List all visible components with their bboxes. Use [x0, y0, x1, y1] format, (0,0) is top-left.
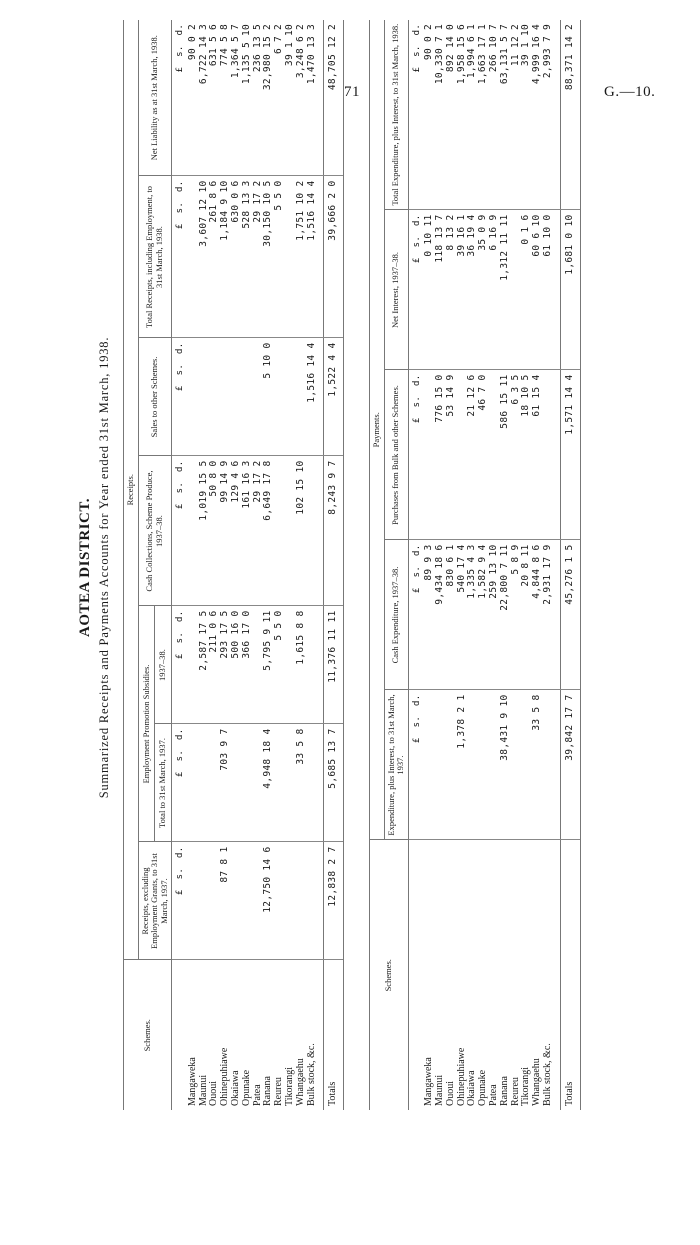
currency-unit: s. [411, 565, 422, 578]
receipts-total-emp-total-cell: 5,685 13 7 [324, 724, 344, 842]
payments-cash-exp-cell: 540 17 4 [457, 540, 468, 690]
receipts-sales-cell [199, 338, 210, 456]
total-expenditure-header: Total Expenditure, plus Interest, to 31st March, 1938. [384, 20, 408, 210]
receipts-total-cell: 30,150 10 5 [263, 176, 274, 338]
receipts-receipts-excl-cell [199, 842, 210, 960]
page-reference: G.—10. [604, 84, 656, 100]
receipts-emp-1937-38-cell: 1,615 8 8 [296, 606, 307, 724]
currency-unit: s. [175, 363, 185, 376]
currency-unit: s. [175, 867, 185, 880]
payments-cash-exp-cell: 1,335 4 3 [467, 540, 478, 690]
currency-unit: £ [411, 737, 422, 744]
scheme-name: Ououi [208, 1081, 220, 1106]
receipts-total-cell: 261 8 6 [209, 176, 220, 338]
receipts-emp-1937-38-cell: 5 5 0 [274, 606, 285, 724]
currency-unit: d. [411, 694, 422, 706]
scheme-name: Okaiawa [229, 1070, 241, 1106]
receipts-emp-total-cell: 4,948 18 4 [263, 724, 274, 842]
emp-subsidies-header: Employment Promotion Subsidies. [138, 606, 155, 842]
receipts-total-total-cell: 39,666 2 0 [324, 176, 344, 338]
receipts-cash-cell: 99 14 9 [220, 456, 231, 606]
payments-purchases-cell [543, 370, 560, 540]
currency-unit: s. [175, 631, 185, 644]
payments-total-cash-exp-cell: 45,276 1 5 [560, 540, 580, 690]
receipts-liability-cell: 631 5 6 [209, 20, 220, 176]
receipts-liability-cell: 6 7 2 [274, 20, 285, 176]
currency-unit: d. [175, 728, 185, 740]
receipts-cash-cell [274, 456, 285, 606]
sales-other-header: Sales to other Schemes. [138, 338, 172, 456]
receipts-unit-row [172, 20, 188, 1110]
currency-unit: £ [175, 653, 185, 660]
payments-exp-interest-cell: 33 5 8 [532, 690, 543, 840]
page-number: 71 [344, 84, 360, 100]
payments-schemes-header: Schemes. [370, 840, 409, 1110]
receipts-liability-cell: 32,980 15 2 [263, 20, 274, 176]
receipts-receipts-excl-cell: 87 8 1 [220, 842, 231, 960]
receipts-schemes-header: Schemes. [124, 960, 172, 1110]
receipts-unit-cell [172, 176, 188, 338]
receipts-emp-1937-38-cell: 366 17 0 [242, 606, 253, 724]
payments-net-interest-cell: 39 16 1 [457, 210, 468, 370]
currency-unit: s. [411, 45, 422, 57]
payments-net-interest-cell: 8 13 2 [446, 210, 457, 370]
scheme-name: Bulk stock, &c. [305, 1043, 317, 1106]
scheme-name: Ranana [262, 1076, 274, 1106]
payments-net-interest-cell: 0 10 11 [424, 210, 435, 370]
payments-exp-interest-cell [467, 690, 478, 840]
scheme-name: Okaiawa [466, 1070, 478, 1106]
payments-purchases-cell: 46 7 0 [478, 370, 489, 540]
currency-unit: £ [175, 771, 185, 778]
scheme-name: Maunui [197, 1074, 209, 1106]
receipts-receipts-excl-cell [285, 842, 296, 960]
payments-net-interest-cell: 1,312 11 11 [500, 210, 511, 370]
receipts-cash-cell: 29 17 2 [253, 456, 264, 606]
currency-unit: £ [175, 503, 185, 510]
payments-cash-exp-cell: 9,434 18 6 [435, 540, 446, 690]
scheme-name: Patea [488, 1084, 500, 1106]
payments-cash-exp-cell: 830 6 1 [446, 540, 457, 690]
receipts-total-cell: 630 0 6 [231, 176, 242, 338]
receipts-sales-cell [209, 338, 220, 456]
net-interest-header: Net Interest, 1937–38. [384, 210, 408, 370]
table-subtitle: Summarized Receipts and Payments Accounts for Year ended 31st March, 1938. [97, 336, 111, 799]
scheme-name: Maunui [434, 1074, 446, 1106]
payments-cash-exp-cell: 89 9 3 [424, 540, 435, 690]
receipts-liability-cell: 90 0 2 [188, 20, 199, 176]
emp-total-header: Total to 31st March, 1937. [155, 724, 172, 842]
receipts-liability-cell: 236 13 5 [253, 20, 264, 176]
currency-unit: d. [175, 460, 185, 472]
payments-total-exp-cell: 266 10 7 [489, 20, 500, 210]
payments-total-purchases-cell: 1,571 14 4 [560, 370, 580, 540]
receipts-total-cash-cell: 8,243 9 7 [324, 456, 344, 606]
payments-total-exp-cell: 892 14 0 [446, 20, 457, 210]
payments-group-header: Payments. [370, 20, 385, 840]
payments-exp-interest-cell [478, 690, 489, 840]
receipts-cash-cell: 50 8 0 [209, 456, 220, 606]
payments-total-exp-cell: 63,131 5 7 [500, 20, 511, 210]
cash-collections-header: Cash Collections, Scheme Produce, 1937–38. [138, 456, 172, 606]
payments-total-exp-cell: 2,993 7 9 [543, 20, 560, 210]
receipts-total-cell: 1,184 9 10 [220, 176, 231, 338]
receipts-unit-blank [172, 960, 188, 1110]
scheme-name: Mangaweka [423, 1057, 435, 1106]
rotated-table-area [75, 15, 625, 1120]
receipts-total-cell: 3,607 12 10 [199, 176, 210, 338]
currency-unit: d. [411, 23, 422, 36]
scheme-name: Reureu [273, 1077, 285, 1106]
currency-unit: £ [175, 223, 185, 230]
payments-exp-interest-cell: 1,378 2 1 [457, 690, 468, 840]
receipts-receipts-excl-cell [242, 842, 253, 960]
receipts-cash-cell [188, 456, 199, 606]
currency-unit: £ [411, 257, 422, 264]
currency-unit: s. [175, 45, 185, 57]
payments-total-exp-cell: 10,330 7 1 [435, 20, 446, 210]
payments-unit-row [408, 20, 424, 1110]
total-receipts-header: Total Receipts, including Employment, to 31st March, 1938. [138, 176, 172, 338]
receipts-liability-cell: 774 5 8 [220, 20, 231, 176]
purchases-header: Purchases from Bulk and other Schemes. [384, 370, 408, 540]
payments-cash-exp-cell: 4,844 8 6 [532, 540, 543, 690]
receipts-excl-header: Receipts, excluding Employment Grants, to 31st March, 1937. [138, 842, 172, 960]
payments-cash-exp-cell: 2,931 17 9 [543, 540, 560, 690]
receipts-cash-cell [307, 456, 324, 606]
receipts-emp-1937-38-cell [188, 606, 199, 724]
currency-unit: s. [411, 395, 422, 408]
emp-1937-38-header: 1937–38. [155, 606, 172, 724]
payments-purchases-cell: 586 15 11 [500, 370, 511, 540]
payments-totals-row [560, 20, 580, 1110]
receipts-row [188, 20, 199, 1110]
receipts-sales-cell [220, 338, 231, 456]
receipts-body [172, 20, 344, 1110]
receipts-total-liability-cell: 48,705 12 2 [324, 20, 344, 176]
currency-unit: d. [175, 610, 185, 622]
receipts-group-header: Receipts. [124, 20, 139, 960]
scheme-name: Mangaweka [186, 1057, 198, 1106]
payments-unit-cell [408, 690, 424, 840]
district-title: AOTEA DISTRICT. [77, 498, 93, 637]
currency-unit: d. [411, 374, 422, 386]
payments-total-net-interest-cell: 1,681 0 10 [560, 210, 580, 370]
currency-unit: d. [175, 180, 185, 192]
receipts-unit-cell [172, 456, 188, 606]
receipts-sales-cell [296, 338, 307, 456]
totals-label: Totals [560, 840, 580, 1110]
receipts-cash-cell: 1,019 15 5 [199, 456, 210, 606]
currency-unit: s. [175, 749, 185, 762]
receipts-emp-1937-38-cell: 5,795 9 11 [263, 606, 274, 724]
receipts-receipts-excl-cell [231, 842, 242, 960]
receipts-sales-cell: 1,516 14 4 [307, 338, 324, 456]
payments-total-exp-cell: 11 12 2 [511, 20, 522, 210]
payments-unit-cell [408, 210, 424, 370]
payments-exp-interest-cell: 38,431 9 10 [500, 690, 511, 840]
receipts-sales-cell [285, 338, 296, 456]
payments-purchases-cell: 18 10 5 [521, 370, 532, 540]
receipts-receipts-excl-cell [188, 842, 199, 960]
receipts-unit-cell [172, 842, 188, 960]
payments-total-exp-cell: 4,999 16 4 [532, 20, 543, 210]
payments-net-interest-cell: 35 0 9 [478, 210, 489, 370]
receipts-unit-cell [172, 606, 188, 724]
receipts-receipts-excl-cell: 12,750 14 6 [263, 842, 274, 960]
receipts-cash-cell: 161 16 3 [242, 456, 253, 606]
receipts-liability-cell: 3,248 6 2 [296, 20, 307, 176]
payments-total-exp-cell: 1,958 15 6 [457, 20, 468, 210]
receipts-total-cell [188, 176, 199, 338]
receipts-receipts-excl-cell [274, 842, 285, 960]
scheme-name: Patea [251, 1084, 263, 1106]
receipts-total-cell: 1,516 14 4 [307, 176, 324, 338]
payments-row [543, 20, 560, 1110]
receipts-totals-row [324, 20, 344, 1110]
receipts-liability-cell: 6,722 14 3 [199, 20, 210, 176]
payments-unit-cell [408, 370, 424, 540]
currency-unit: d. [411, 544, 422, 556]
payments-net-interest-cell: 60 6 10 [532, 210, 543, 370]
payments-cash-exp-cell: 22,800 7 11 [500, 540, 511, 690]
payments-cash-exp-cell: 1,582 9 4 [478, 540, 489, 690]
receipts-unit-cell [172, 338, 188, 456]
net-liability-header: Net Liability as at 31st March, 1938. [138, 20, 172, 176]
payments-total-exp-cell: 1,663 17 1 [478, 20, 489, 210]
currency-unit: £ [175, 889, 185, 896]
receipts-total-cell: 1,751 10 2 [296, 176, 307, 338]
currency-unit: £ [175, 66, 185, 73]
currency-unit: £ [411, 417, 422, 424]
receipts-row [242, 20, 253, 1110]
receipts-sales-cell [188, 338, 199, 456]
scheme-name: Ououi [444, 1081, 456, 1106]
receipts-sales-cell [242, 338, 253, 456]
payments-total-total-exp-cell: 88,371 14 2 [560, 20, 580, 210]
scheme-name: Whangaehu [294, 1058, 306, 1106]
receipts-total-receipts-excl-cell: 12,838 2 7 [324, 842, 344, 960]
receipts-emp-total-cell [242, 724, 253, 842]
currency-unit: d. [411, 214, 422, 226]
scheme-name: Reureu [509, 1077, 521, 1106]
payments-purchases-cell: 21 12 6 [467, 370, 478, 540]
scheme-name: Whangaehu [531, 1058, 543, 1106]
receipts-unit-cell [172, 724, 188, 842]
receipts-cash-cell: 129 4 6 [231, 456, 242, 606]
payments-cash-exp-cell: 5 8 9 [511, 540, 522, 690]
scheme-name: Tikorangi [283, 1066, 295, 1106]
exp-plus-interest-header: Expenditure, plus Interest, to 31st March, 1937. [384, 690, 408, 840]
scheme-name: Tikorangi [520, 1066, 532, 1106]
receipts-unit-cell [172, 20, 188, 176]
scheme-name: Ohinepuhiawe [455, 1047, 467, 1106]
receipts-row [296, 20, 307, 1110]
payments-table [369, 20, 581, 1110]
receipts-emp-1937-38-cell: 211 0 6 [209, 606, 220, 724]
currency-unit: s. [175, 481, 185, 494]
payments-total-exp-interest-cell: 39,842 17 7 [560, 690, 580, 840]
currency-unit: s. [411, 235, 422, 248]
currency-unit: d. [175, 23, 185, 36]
receipts-liability-cell: 1,364 5 7 [231, 20, 242, 176]
receipts-receipts-excl-cell [307, 842, 324, 960]
payments-purchases-cell: 6 3 5 [511, 370, 522, 540]
currency-unit: d. [175, 342, 185, 354]
cash-expenditure-header: Cash Expenditure, 1937–38. [384, 540, 408, 690]
payments-net-interest-cell: 0 1 6 [521, 210, 532, 370]
payments-total-exp-cell: 1,994 6 1 [467, 20, 478, 210]
payments-exp-interest-cell [511, 690, 522, 840]
payments-total-exp-cell: 90 0 2 [424, 20, 435, 210]
receipts-receipts-excl-cell [296, 842, 307, 960]
receipts-emp-total-cell [199, 724, 210, 842]
scheme-name: Opunake [477, 1069, 489, 1106]
payments-body [408, 20, 580, 1110]
payments-total-exp-cell: 39 1 10 [521, 20, 532, 210]
receipts-emp-total-cell: 33 5 8 [296, 724, 307, 842]
scheme-name: Opunake [240, 1069, 252, 1106]
payments-cash-exp-cell: 20 8 11 [521, 540, 532, 690]
receipts-total-cell: 5 5 0 [274, 176, 285, 338]
totals-label: Totals [324, 960, 344, 1110]
payments-cash-exp-cell: 259 13 10 [489, 540, 500, 690]
payments-unit-cell [408, 20, 424, 210]
receipts-emp-total-cell [307, 724, 324, 842]
payments-unit-blank [408, 840, 424, 1110]
receipts-emp-1937-38-cell [307, 606, 324, 724]
receipts-emp-1937-38-cell: 500 16 0 [231, 606, 242, 724]
receipts-emp-1937-38-cell: 2,587 17 5 [199, 606, 210, 724]
receipts-cash-cell: 6,649 17 8 [263, 456, 274, 606]
payments-net-interest-cell: 61 10 0 [543, 210, 560, 370]
receipts-sales-cell [274, 338, 285, 456]
receipts-emp-1937-38-cell: 293 17 5 [220, 606, 231, 724]
payments-exp-interest-cell [543, 690, 560, 840]
receipts-row [307, 20, 324, 1110]
receipts-sales-cell [231, 338, 242, 456]
receipts-row [274, 20, 285, 1110]
scheme-name: Bulk stock, &c. [542, 1043, 554, 1106]
receipts-total-cell: 29 17 2 [253, 176, 264, 338]
receipts-table [123, 20, 344, 1110]
receipts-total-sales-cell: 1,522 4 4 [324, 338, 344, 456]
currency-unit: £ [411, 66, 422, 73]
currency-unit: £ [175, 385, 185, 392]
receipts-emp-total-cell [188, 724, 199, 842]
receipts-emp-total-cell [231, 724, 242, 842]
payments-purchases-cell: 776 15 0 [435, 370, 446, 540]
receipts-liability-cell: 1,470 13 3 [307, 20, 324, 176]
receipts-total-emp-1937-38-cell: 11,376 11 11 [324, 606, 344, 724]
payments-purchases-cell: 53 14 9 [446, 370, 457, 540]
payments-purchases-cell: 61 15 4 [532, 370, 543, 540]
scheme-name: Ohinepuhiawe [219, 1047, 231, 1106]
receipts-cash-cell: 102 15 10 [296, 456, 307, 606]
currency-unit: £ [411, 587, 422, 594]
payments-net-interest-cell: 118 13 7 [435, 210, 446, 370]
receipts-emp-total-cell [274, 724, 285, 842]
scheme-name: Ranana [498, 1076, 510, 1106]
payments-net-interest-cell: 36 19 4 [467, 210, 478, 370]
receipts-total-cell: 528 13 3 [242, 176, 253, 338]
currency-unit: d. [175, 846, 185, 858]
payments-exp-interest-cell [424, 690, 435, 840]
currency-unit: s. [411, 715, 422, 728]
payments-exp-interest-cell [435, 690, 446, 840]
receipts-liability-cell: 39 1 10 [285, 20, 296, 176]
payments-net-interest-cell: 6 16 9 [489, 210, 500, 370]
currency-unit: s. [175, 201, 185, 214]
receipts-sales-cell: 5 10 0 [263, 338, 274, 456]
receipts-liability-cell: 1,135 5 10 [242, 20, 253, 176]
receipts-emp-total-cell: 703 9 7 [220, 724, 231, 842]
payments-unit-cell [408, 540, 424, 690]
